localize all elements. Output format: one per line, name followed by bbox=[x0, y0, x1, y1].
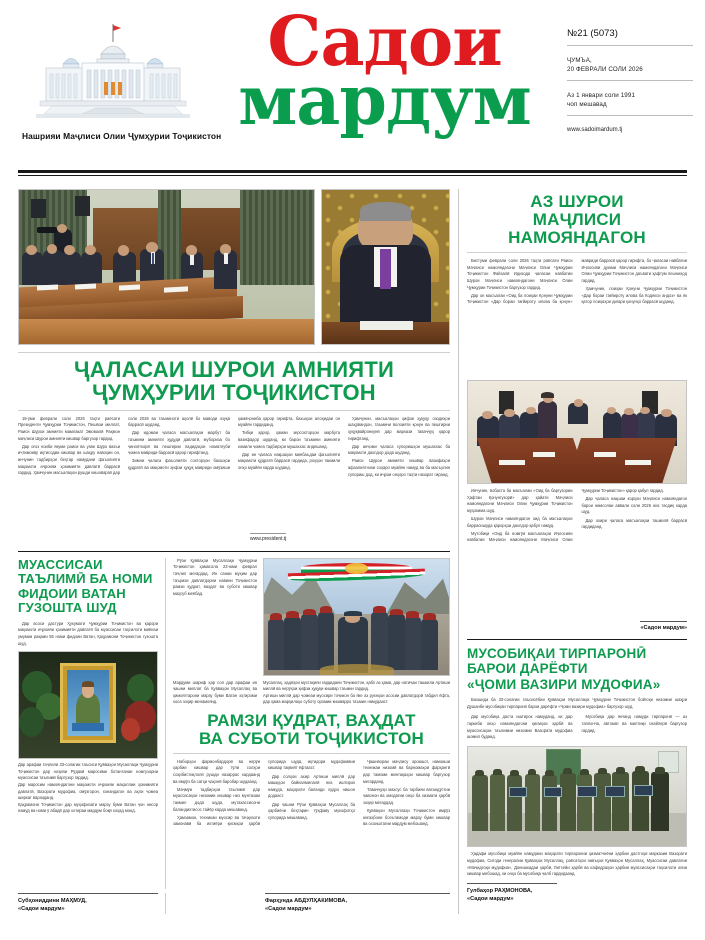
logo-line-sadoi: Садои bbox=[267, 2, 502, 82]
paragraph: Дар асоси дастури Ҳукумати Ҷумҳурии Тоҷикистон ва қарори мақомоти иҷроияи ҳокимияти давлатӣ ба муассисаи таҳсилоти миёнаи умумии рақами 55 номи фидоии Ватан, Қаҳрамони Тоҷикистон гузошта шуд. bbox=[18, 620, 158, 646]
photo-security-council-meeting bbox=[18, 189, 315, 345]
byline-author: Фарҳунда АБДУЛҲАКИМОВА, bbox=[265, 897, 347, 904]
headline-line-1: МУСОБИҚАИ ТИРПАРОНӢ bbox=[467, 646, 647, 662]
paragraph: Артиши миллӣ дар ҷомеаи муосири тоҷикон ба яке аз рукнҳои асосии давлатдорӣ табдил ёфта, дар ҳама марҳилаҳо суботу оромии кишварро таъмин намудааст. bbox=[263, 692, 450, 705]
byline-publication: «Садои мардум» bbox=[265, 906, 312, 913]
masthead-info bbox=[557, 6, 705, 144]
issue-number-block bbox=[567, 28, 693, 46]
paragraph: Ҳамзамон, техникаи муосир ва таҷҳизоти замонавӣ ба ихтиёри қисмҳои ҳарбӣ супорида шуда, иқтидори мудофиавии кишвар тақвият ёфтааст. bbox=[173, 758, 355, 827]
masthead-rule-thick bbox=[18, 170, 687, 173]
publisher-caption: Нашрияи Маҷлиси Олии Ҷумҳурии Тоҷикистон bbox=[22, 131, 222, 141]
headline-security-council bbox=[18, 358, 450, 405]
paragraph: Ҳамчунин, масъалаҳои ҳифзи ҳуқуқу озодиҳои шаҳрвандон, таъмини волоияти қонун ва пешгирии ҳуқуқвайронкунӣ дар маркази таваҷҷуҳ қарор гирифтанд. bbox=[348, 415, 450, 441]
article-body-army bbox=[173, 759, 450, 889]
paragraph: Бистуми феврали соли 2026 таҳти раёсати Раиси Маҷлиси намояндагони Маҷлиси Олии Ҷумҳурии Тоҷикистон Файзалӣ Идизода ҷаласаи навбатии Шурои Маҷлиси намояндагони Маҷлиси Олии Ҷумҳурии Тоҷикистон баргузор гардид. bbox=[467, 258, 573, 290]
paragraph: Ҳадафи мусобиқа муайян намудани маҳорати тирпаронии ҳизматчиёни ҳарбии дастгоҳи марказии Вазорати мудофиа, Ситоди генералии Қувваҳои Мусаллаҳ, раёсатҳои навъҳои Қувваҳои Мусаллаҳ, Муассисаи давлатии «Маҷидгоҳи мудофиа», Донишкадаи ҳарбӣ, Литсейи ҳарбӣ ва кафедраҳои ҳарбии муассисаҳои таҳсилоти олии кишвар мебошад, ки онҳо ба мусобиқа ҷалб гардидаанд. bbox=[467, 851, 687, 877]
headline-line-2: ТАЪЛИМӢ БА НОМИ bbox=[18, 571, 153, 587]
paragraph: Таваҷҷуҳи махсус ба тарбияи ватандӯстии ҷавонон ва омодагии онҳо ба хизмати ҳарбӣ зоҳир мегардад. bbox=[363, 786, 450, 806]
article-body-security-council bbox=[18, 416, 450, 524]
paragraph: Дар маросим намояндагони мақомоти иҷроияи маҳаллии ҳокимияти давлатӣ, Вазорати мудофиа, омӯзгорон, хонандагон ва аҳли ҷомеа ширкат варзиданд. bbox=[18, 781, 158, 801]
left-column-group bbox=[18, 189, 458, 914]
source-url[interactable]: www.president.tj bbox=[250, 533, 286, 542]
headline-shooting-contest bbox=[467, 646, 687, 692]
caption-army-left bbox=[173, 680, 257, 706]
paragraph: Мутобиқи «Оид ба номгӯи масъалаҳои Иҷлосияи навбатии Маҷлиси намояндагони Маҷлиси Олии Ҷумҳурии Тоҷикистон» қарор қабул гардид. bbox=[467, 488, 664, 543]
paragraph: Раиси Шурои амнияти кишвар вазифаҳои афзалиятноки соҳаро муайян намуд ва ба масъулин супориш дод, ки иҷрои онҳоро таҳти назорат гиранд. bbox=[348, 458, 450, 477]
paragraph: Дар идомаи ҷаласа масъалаҳои марбут ба таъмини амнияти ҳудуди давлатӣ, мубориза бо ҷинояткорӣ ва пешгирии падидаҳои номатлуби ҷомеа мавриди баррасӣ қарор гирифтанд. bbox=[128, 430, 230, 456]
paragraph: Дар мусобиқа даста иштирок намуданд, ки дар таркиби онҳо намояндагони қисмҳои ҳарбӣ ва муассисаҳои таълимии низомии Вазорати мудофиа шомил буданд. bbox=[467, 714, 573, 740]
divider bbox=[173, 753, 450, 754]
headline-army-symbol bbox=[173, 712, 450, 748]
headline-line-3: ФИДОИИ ВАТАН bbox=[18, 585, 126, 601]
since-line-1: Аз 1 январи соли 1991 bbox=[567, 91, 636, 99]
headline-line-2: ҶУМҲУРИИ ТОҶИКИСТОН bbox=[92, 380, 376, 406]
headline-line-3: «ҶОМИ ВАЗИРИ МУДОФИА» bbox=[467, 676, 661, 692]
paragraph: Мусобиқа дар якчанд намуди тирпаронӣ — аз таппонча, автомат ва милтиқи снайперӣ баргузор гардид. bbox=[581, 714, 687, 733]
divider bbox=[18, 410, 450, 411]
paragraph: Мусаллаҳ, ҳадяҳои мустақили гардидани Тоҷикистон, қабл аз ҳама, дар натиҷаи ташкили Артиши миллӣ ва нерӯҳои ҳифзи ҳуқуқи кишвар таъмин гардид. bbox=[263, 679, 450, 692]
headline-line-2: МАҶЛИСИ НАМОЯНДАГОН bbox=[508, 210, 646, 248]
paragraph: Дар ҷаласа нақшаи корҳои Маҷлиси намояндагон барои нимсолаи аввали соли 2026 низ тасдиқ карда шуд. bbox=[581, 496, 687, 515]
paragraph: Наборҳои фармонбардорӣ ва нерӯи ҳарбии кишвар дар тӯли солҳои соҳибистиқлолӣ рушди назаррас кардаанд ва имрӯз ба сатҳи ҷаҳонӣ баробар шудаанд. bbox=[173, 758, 260, 784]
issue-date-full: 20 ФЕВРАЛИ СОЛИ 2026 bbox=[567, 65, 643, 73]
photo-president-rahmon bbox=[321, 189, 450, 345]
byline-publication: «Садои мардум» bbox=[18, 906, 65, 913]
photo-parliament-committee-meeting bbox=[467, 380, 687, 484]
byline-author: Субҳониддини МАҲМУД, bbox=[18, 897, 87, 904]
section-divider bbox=[18, 551, 450, 552]
right-column-group bbox=[458, 189, 687, 914]
article-kicker-shooting bbox=[467, 697, 687, 710]
paragraph: Қаҳрамони Тоҷикистон дар муҳофизати марзу буми Ватан ҷон нисор намуд ва номи ӯ абадӣ дар хотираи мардум боқӣ хоҳад монд. bbox=[18, 801, 158, 814]
article-kicker-army bbox=[173, 558, 257, 676]
divider bbox=[567, 115, 693, 116]
paragraph: Қувваҳои Мусаллаҳи Тоҷикистон имрӯз нигаҳбони боэътимоди марзу буми кишвар ва осоиштагии мардум мебошанд. bbox=[363, 808, 450, 827]
issue-date-block bbox=[567, 57, 693, 81]
headline-line-2: ВА СУБОТИ ТОҶИКИСТОН bbox=[198, 728, 425, 748]
caption-shooting bbox=[467, 851, 687, 878]
masthead-rule-thin bbox=[18, 175, 687, 176]
paragraph: Бахшида ба 33-солагии таъсисёбии Қувваҳои Мусаллаҳи Ҷумҳурии Тоҷикистон бойгоҳи низомии шаҳри Душанбе мусобиқаи тирпаронӣ барои дарёфти «Ҷоми вазири мудофиа» баргузор шуд. bbox=[467, 697, 687, 709]
since-block bbox=[567, 92, 693, 116]
headline-line-2: БАРОИ ДАРЁФТИ bbox=[467, 661, 588, 677]
page-body bbox=[0, 182, 705, 914]
army-caption-row bbox=[173, 680, 450, 706]
issue-number: №21 (5073) bbox=[567, 28, 618, 39]
headline-line-1: МУАССИСАИ bbox=[18, 556, 103, 572]
paragraph: Тибқи қарор, ҳамаи зерсохторҳои марбута вазифадор шуданд, ки барои таъмини амнияти комили ҷомеа тадбирҳои мушаххас андешанд. bbox=[238, 430, 340, 449]
article-body-majlisi-top bbox=[467, 258, 687, 376]
headline-line-1: АЗ ШУРОИ bbox=[530, 192, 624, 211]
paragraph: Дар он масъалаи «Оид ба лоиҳаи Қонуни Ҷумҳурии Тоҷикистон «Дар бораи тағйироту илова ба қонун» мавриди баррасӣ қарор гирифта, бо ҷаласаи навбатии Иҷлосияи дуюми Маҷлиси намояндагони Маҷлиси Олии Ҷумҳурии Тоҷикистон даъвати ҳафтум пешниҳод гардид. bbox=[467, 258, 687, 305]
caption-army-right bbox=[263, 680, 450, 706]
byline-shooting bbox=[467, 883, 557, 904]
paragraph: Мардуми шариф ҳар сол дар арафаи ин ҷашни миллат ба Қувваҳои Мусаллаҳ ва ҳимоятгарони марзу буми Ватан эҳтироми хоса зоҳир менамоянд. bbox=[173, 679, 257, 705]
website-block bbox=[567, 127, 693, 133]
article-body-majlisi-bottom bbox=[467, 488, 687, 614]
paragraph: Маҷмӯи тадбирҳои таълимӣ дар муассисаҳои низомии кишвар низ мунтазам такмил дода шуда, мутахассисони баландихтисос тайёр карда мешаванд. bbox=[173, 786, 260, 812]
paragraph: Инчунин, вобаста ба масъалаи «Оид ба баргузории Ҳафтаи Қонунгузорӣ» дар ҳайати Маҷлиси намояндагони Маҷлиси Олии Ҷумҳурии Тоҷикистон муҳокима шуд. bbox=[467, 488, 573, 513]
headline-line-1: РАМЗИ ҚУДРАТ, ВАҲДАТ bbox=[207, 710, 416, 730]
website-url[interactable]: www.sadoimardum.tj bbox=[567, 126, 623, 133]
byline-publication: «Садои мардум» bbox=[640, 621, 687, 632]
paragraph: Дар ҷашни Рӯзи Қувваҳои Мусаллаҳ ба ҳарбиёни беҳтарин тӯҳфаву мукофотҳо супорида мешаванд. bbox=[268, 801, 355, 820]
logo-line-mardum: мардум bbox=[238, 61, 531, 142]
photo-soldiers-formation-placards bbox=[467, 746, 687, 847]
paragraph: Рӯзи Қувваҳои Мусаллаҳи Ҷумҳурии Тоҷикистон ҳамасола 23-юми феврал таҷлил мегардад. Ин санаи муҳим дар таърихи давлатдории навини Тоҷикистон рамзи қудрат, ваҳдат ва суботи кишвар маҳсуб меёбад. bbox=[173, 557, 257, 596]
byline-school bbox=[18, 893, 158, 914]
paragraph: Ҷашнвораи маҷлису ороишот, намоиши техникаи низомӣ ва барномаҳои фарҳангӣ дар тамоми минтақаҳои кишвар баргузор мегарданд. bbox=[363, 758, 450, 784]
paragraph: Ҳамчунин, лоиҳаи Қонуни Ҷумҳурии Тоҷикистон «Дар бораи тағйироту илова ба Кодекси андоз» ва як қатор лоиҳаҳои дигари қонунҳо баррасӣ шуданд. bbox=[581, 286, 687, 305]
masthead-left bbox=[0, 6, 222, 141]
mid-section bbox=[18, 558, 450, 889]
byline-publication: «Садои мардум» bbox=[467, 896, 514, 903]
article-intro-school bbox=[18, 621, 158, 648]
army-top-row bbox=[173, 558, 450, 676]
caption-school bbox=[18, 762, 158, 814]
lead-photo-row bbox=[18, 189, 450, 345]
divider bbox=[467, 252, 687, 253]
paragraph: Дар оғоз ноиби якуми раиси ва узви Шуро вазъи иҷтимоиву иқтисодии кишвар ва шаҳру навоҳии он, инчунин тадбирҳои беҳтар намудани фаъолияти мақомоти иҷроияи ҳокимияти давлатӣ баррасӣ гардид. Ҳамчунин масъалаҳои рушди кишоварзӣ дар соли 2026 ва таъминоти аҳолӣ бо маводи озуқа баррасӣ шуданд. bbox=[18, 415, 230, 476]
headline-line-1: ҶАЛАСАИ ШУРОИ АМНИЯТИ bbox=[74, 357, 394, 382]
issue-date-day: ҶУМЪА, bbox=[567, 57, 592, 64]
divider bbox=[18, 352, 450, 353]
byline-majlisi bbox=[467, 616, 687, 634]
byline-army bbox=[165, 893, 450, 914]
since-line-2: чоп мешавад bbox=[567, 100, 607, 108]
photo-fallen-soldier-portrait bbox=[18, 651, 158, 759]
byline-author: Гулбаҳор РАҲМОНОВА, bbox=[467, 887, 533, 894]
paragraph: Дар охири ҷаласа масъалаҳои ташкилӣ баррасӣ гардиданд. bbox=[581, 517, 687, 530]
parliament-building-icon bbox=[22, 20, 204, 124]
divider bbox=[567, 45, 693, 46]
paragraph: Шурои Маҷлиси намояндагон оид ба масъалаҳои баррасишуда қарорҳои дахлдор қабул намуд. bbox=[467, 516, 573, 528]
photo-soldiers-marching-flag bbox=[263, 558, 450, 676]
article-army-symbol bbox=[165, 558, 450, 889]
masthead-logo bbox=[206, 2, 557, 142]
paragraph: Дар ин ҷаласа нақшаҳои минбаъдаи фаъолияти мақомоти қудратӣ баррасӣ гардида, роҳҳои такмили онҳо муайян карда шуданд. bbox=[238, 451, 340, 470]
article-school-named bbox=[18, 558, 158, 889]
section-divider bbox=[467, 639, 687, 640]
paragraph: 19-уми феврали соли 2026 таҳти раёсати Президенти Ҷумҳурии Тоҷикистон, Пешвои миллат, Раиси Шурои амнияти мамлакат Эмомалӣ Раҳмон маҷлиси Шурои амнияти кишвар баргузор гардид. bbox=[18, 415, 120, 441]
masthead bbox=[0, 0, 705, 182]
source-attribution bbox=[250, 527, 450, 545]
paragraph: Дар арафаи таҷлили 33-солагии таъсиси Қувваҳои Мусаллаҳи Ҷумҳурии Тоҷикистон дар ноҳияи Рӯдакӣ маросими ботантанаи номгузории муассисаи таълимӣ баргузор гардид. bbox=[18, 762, 158, 781]
paragraph: Дар анҷоми ҷаласа супоришҳои мушаххас ба мақомоти дахлдор дода шуданд. bbox=[348, 443, 450, 456]
article-body-shooting bbox=[467, 714, 687, 742]
paragraph: Дар солҳои ахир Артиши миллӣ дар машқҳои байналмилалӣ низ иштирок намуда, маҳорати баланди худро нишон додааст. bbox=[268, 773, 355, 799]
divider bbox=[567, 80, 693, 81]
headline-line-4: ГУЗОШТА ШУД bbox=[18, 600, 117, 616]
headline-majlisi-namoyandagon bbox=[467, 193, 687, 247]
byline-row-left bbox=[18, 893, 450, 914]
headline-school-named bbox=[18, 558, 158, 616]
paragraph: Зимни ҷаласа фаъолияти сохторҳои бахшҳои қудратӣ ва мақомоти ҳифзи ҳуқуқ мавриди омӯзиши ҳамаҷониба қарор гирифта, бахшҳои алоҳидаи он муайян гардиданд. bbox=[128, 415, 340, 470]
